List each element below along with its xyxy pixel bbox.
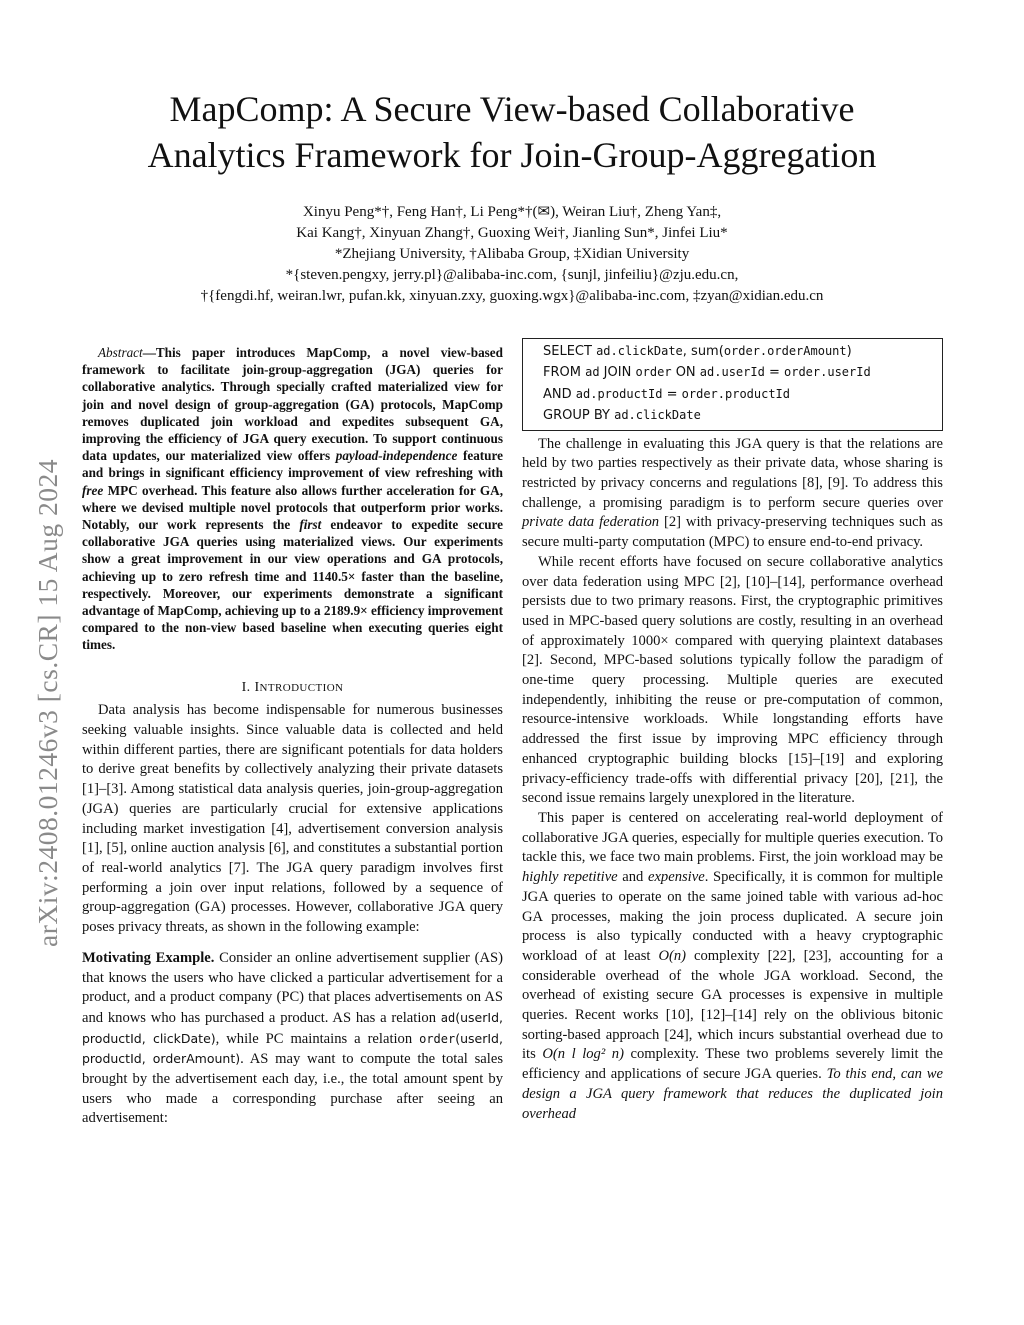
emails-line-2: †{fengdi.hf, weiran.lwr, pufan.kk, xinyuan.zxy, guoxing.wgx}@alibaba-inc.com, ‡zyan@xidian.edu.cn: [200, 288, 824, 304]
abstract: Abstract—This paper introduces MapComp, a novel view-based framework to facilitate join-group-aggregation (JGA) queries for collaborative analytics. Through specially crafted materialized view for join and novel design of group-aggregation (GA) protocols, MapComp removes duplicated join workload and expedites subsequent GA, improving the efficiency of JGA query execution. To support continuous data updates, our materialized view offers payload-independence feature and brings in significant efficiency improvement of view refreshing with free MPC overhead. This feature also allows further acceleration for GA, where we devised multiple novel protocols that outperform prior works. Notably, our work represents the first endeavor to expedite secure collaborative JGA queries using materialized views. Our experiments show a great improvement in our view operations and GA protocols, achieving up to zero refresh time and 1140.5× faster than the baseline, respectively. Moreover, our experiments demonstrate a significant advantage of MapComp, achieving up to a 2189.9× efficiency improvement compared to the non-view based baseline when executing queries eight times.: [82, 345, 503, 653]
sql-query-box: [522, 338, 943, 431]
right-paragraph-2: While recent efforts have focused on secure collaborative analytics over data federation using MPC [2], [10]–[14], performance overhead persists due to two primary reasons. First, the cryptographic primitives used in MPC-based query solutions are costly, resulting in an overhead of approximately 1000× compared with querying plaintext databases [2]. Second, MPC-based solutions typically follow the paradigm of one-time query processing. Multiple queries are executed independently, inhibiting the reuse or pre-computation of common, resource-intensive workloads. While longstanding efforts have addressed the first issue by improving MPC efficiency through enhanced cryptographic building blocks [15]–[19] and exploring privacy-efficiency trade-offs with differential privacy [20], [21], the second issue remains largely unexplored in the literature.: [522, 553, 943, 807]
motivating-example-label: Motivating Example.: [82, 949, 215, 966]
right-paragraph-3: This paper is centered on accelerating real-world deployment of collaborative JGA queries, especially for multiple queries execution. To tackle this, we face two main problems. First, the join workload may be highly repetitive and expensive. Specifically, it is common for multiple JGA queries to operate on the same joined table with various ad-hoc GA processes, making the join process duplicated. A secure join process is also typically conducted with a heavy cryptographic workload of at least O(n) complexity [22], [23], accounting for a considerable overhead of the whole JGA workload. Second, the overhead of existing secure GA processes is expensive in multiple queries. Recent works [10], [12]–[14] rely on the oblivious bitonic sorting-based approach [24], which incurs substantial overhead due to its O(n l log² n) complexity. These two problems severely limit the efficiency and applications of secure JGA queries. To this end, can we design a JGA query framework that reduces the duplicated join overhead: [522, 809, 943, 1122]
motivating-example: Motivating Example. Consider an online advertisement supplier (AS) that knows the users who have clicked a particular advertisement for a product, and a product company (PC) that places advertisements on AS and knows who has purchased a product. AS has a relation ad(userId, productId, clickDate), while PC maintains a relation order(userId, productId, orderAmount). AS may want to compute the total sales brought by the advertisement each day, i.e., the total amount spent by users who made a corresponding purchase after seeing an advertisement:: [82, 949, 503, 1127]
title-line-2: Analytics Framework for Join-Group-Aggregation: [147, 135, 877, 175]
intro-paragraph-1: Data analysis has become indispensable for numerous businesses seeking valuable insights. Since valuable data is collected and held within different parties, there are significant potentials for data holders to derive great benefits by collectively analyzing their private datasets [1]–[3]. Among statistical data analysis queries, join-group-aggregation (JGA) queries are particularly crucial for extensive applications including market investigation [4], advertisement conversion analysis [1], [5], online auction analysis [6], and constitutes a substantial portion of real-world analytics [7]. The JGA query paradigm involves first performing a join over input relations, followed by a sequence of group-aggregation (GA) processes. However, collaborative JGA query poses privacy threats, as shown in the following example:: [82, 702, 503, 936]
sql-line-3: AND ad.productId = order.productId: [543, 386, 791, 402]
author-block: [60, 202, 964, 307]
title-line-1: MapComp: A Secure View-based Collaborative: [169, 89, 855, 129]
section-heading-introduction: I. INTRODUCTION: [241, 679, 344, 695]
right-column: [522, 338, 943, 1124]
left-column: [82, 344, 503, 1129]
right-paragraph-1: The challenge in evaluating this JGA query is that the relations are held by two parties respectively as their private data, whose sharing is restricted by privacy concerns and regulations [8], [9]. To address this challenge, a promising paradigm is to perform secure queries over private data federation [2] with privacy-preserving techniques such as secure multi-party computation (MPC) to ensure end-to-end privacy.: [522, 435, 943, 551]
paper-title: [60, 86, 964, 178]
author-line-1: Xinyu Peng*†, Feng Han†, Li Peng*†(✉), Weiran Liu†, Zheng Yan‡,: [302, 204, 722, 220]
abstract-label: Abstract: [98, 345, 143, 360]
sql-line-1: SELECT ad.clickDate, sum(order.orderAmount): [543, 344, 852, 359]
emails-line-1: *{steven.pengxy, jerry.pl}@alibaba-inc.com, {sunjl, jinfeiliu}@zju.edu.cn,: [285, 267, 739, 283]
author-line-2: Kai Kang†, Xinyuan Zhang†, Guoxing Wei†, Jianling Sun*, Jinfei Liu*: [296, 225, 728, 241]
arxiv-sidebar: [20, 347, 80, 947]
affiliations: *Zhejiang University, †Alibaba Group, ‡Xidian University: [334, 246, 690, 262]
sql-line-2: FROM ad JOIN order ON ad.userId = order.userId: [543, 365, 871, 381]
arxiv-stamp: arXiv:2408.01246v3 [cs.CR] 15 Aug 2024: [32, 458, 63, 947]
sql-line-4: GROUP BY ad.clickDate: [543, 408, 701, 424]
